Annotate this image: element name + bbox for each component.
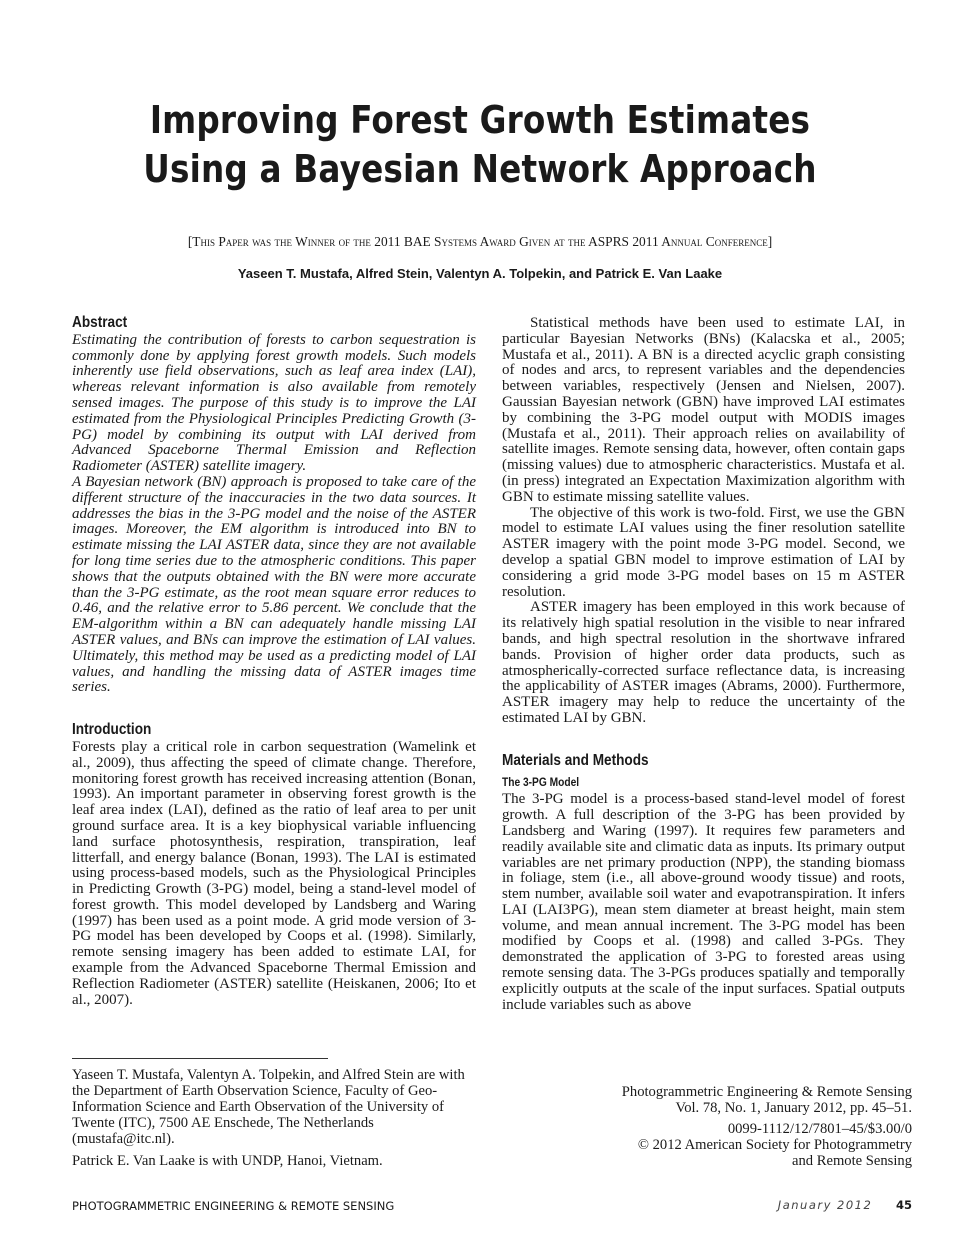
introduction-heading: Introduction (72, 721, 152, 739)
body-paragraph-2: The objective of this work is two-fold. First, we use the GBN model to estimate LAI values using the finer resolution satellite ASTER imagery with the point mode 3-PG model. Second, we develop a spatial GBN model to improve estimation of LAI by considering a grid mode 3-PG model bases on 15 m ASTER resolution. (502, 504, 905, 600)
model-subheading: The 3-PG Model (502, 774, 580, 789)
footer-date: January 2012 (777, 1198, 873, 1212)
right-column (502, 316, 905, 1013)
page-number: 45 (895, 1198, 912, 1212)
journal-info-line-3: 0099-1112/12/7801–45/$3.00/0 (727, 1121, 912, 1137)
footer-journal-name: PHOTOGRAMMETRIC ENGINEERING & REMOTE SENSING (72, 1199, 395, 1213)
left-column (72, 315, 476, 1008)
abstract-heading: Abstract (72, 314, 128, 331)
author-list: Yaseen T. Mustafa, Alfred Stein, Valentyn A. Tolpekin, and Patrick E. Van Laake (237, 266, 723, 281)
journal-info-line-1: Photogrammetric Engineering & Remote Sensing (621, 1084, 912, 1100)
award-note: [This Paper was the Winner of the 2011 BAE Systems Award Given at the ASPRS 2011 Annual Conference] (187, 234, 773, 249)
title-line-2: Using a Bayesian Network Approach (143, 147, 817, 191)
footnote-divider (72, 1058, 328, 1059)
paper-title (119, 96, 841, 194)
abstract-paragraph-1: Estimating the contribution of forests to carbon sequestration is commonly done by applying forest growth models. Such models inherently use field observations, such as leaf area index (LAI), whereas relevant information is also available from remotely sensed images. The purpose of this study is to improve the LAI estimated from the Physiological Principles Predicting Growth (3-PG) model by combining its output with LAI derived from Advanced Spaceborne Thermal Emission and Reflection Radiometer (ASTER) satellite imagery. (72, 331, 476, 475)
methods-paragraph-1: The 3-PG model is a process-based stand-level model of forest growth. A full description of the 3-PG has been provided by Landsberg and Waring (1997). It requires few parameters and readily available site and climatic data as inputs. Its primary output variables are net primary production (NPP), the standing biomass in foliage, stem (i.e., all above-ground woody tissue) and roots, stem number, available soil water and evapotranspiration. It infers LAI (LAI3PG), mean stem diameter at breast height, main stem volume, and mean annual increment. The 3-PG model has been modified by Coops et al. (1998) and called 3-PGs. They demonstrated the application of 3-PG to forested areas using remote sensing data. The 3-PGs produces spatially and temporally explicitly outputs at the scale of the input surfaces. Spatial outputs include variables such as above (502, 791, 905, 1013)
footer-right (778, 1198, 912, 1212)
body-paragraph-1: Statistical methods have been used to estimate LAI, in particular Bayesian Networks (BNs) (Kalacska et al., 2005; Mustafa et al., 2011). A BN is a directed acyclic graph consisting of nodes and arcs, to represent variables and the dependencies between variables, respectively (Jensen and Nielsen, 2007). Gaussian Bayesian network (GBN) have improved LAI estimates by combining the 3-PG model output with MODIS images (Mustafa et al., 2011). Their approach relies on availability of satellite images. Remote sensing data, however, often contain gaps (missing values) due to atmospheric characteristics. Mustafa et al. (in press) integrated an Expectation Maximization algorithm with GBN to estimate missing satellite values. (502, 315, 905, 505)
journal-info (502, 1084, 912, 1169)
affiliation-text: Yaseen T. Mustafa, Valentyn A. Tolpekin, and Alfred Stein are with the Department of Earth Observation Science, Faculty of Geo-Information Science and Earth Observation of the University of Twente (ITC), 7500 AE Enschede, The Netherlands (mustafa@itc.nl). (72, 1067, 465, 1147)
introduction-paragraph-1: Forests play a critical role in carbon sequestration (Wamelink et al., 2009), thus affecting the speed of climate change. Therefore, monitoring forest growth has received increasing attention (Bonan, 1993). An important parameter in observing forest growth is the leaf area index (LAI), defined as the ratio of leaf area to per unit ground surface area. It is a key biophysical variable influencing land surface photosynthesis, respiration, transpiration, leaf litterfall, and energy balance (Bonan, 1993). The LAI is estimated using process-based models, such as the Physiological Principles in Predicting Growth (3-PG) model, being a stand-level model of forest growth. This model developed by Landsberg and Waring (1997) has been used as a point mode. A grid mode version of 3-PG model has been developed by Coops et al. (1998). Similarly, remote sensing imagery has been added to estimate LAI, for example from the Advanced Spaceborne Thermal Emission and Reflection Radiometer (ASTER) satellite (Heiskanen, 2006; Ito et al., 2007). (72, 738, 476, 1008)
journal-info-line-4: © 2012 American Society for Photogrammetry (637, 1137, 912, 1153)
journal-info-line-2: Vol. 78, No. 1, January 2012, pp. 45–51. (675, 1100, 912, 1116)
affiliation-text-2: Patrick E. Van Laake is with UNDP, Hanoi, Vietnam. (72, 1153, 383, 1169)
abstract-paragraph-2: A Bayesian network (BN) approach is proposed to take care of the different structure of the inaccuracies in the two data sources. It addresses the bias in the 3-PG model and the noise of the ASTER images. Moreover, the EM algorithm is introduced into BN to estimate missing the LAI ASTER data, since they are not available for long time series due to the atmospheric conditions. This paper shows that the outputs obtained with the BN were more accurate than the 3-PG estimate, as the root mean square error reduces to 0.46, and the relative error to 5.86 percent. We conclude that the EM-algorithm within a BN can adequately handle missing LAI ASTER values, and BNs can improve the estimation of LAI values. Ultimately, this method may be used as a predicting model of LAI values, and handling the missing data of ASTER images time series. (72, 473, 476, 696)
title-line-1: Improving Forest Growth Estimates (149, 98, 811, 142)
affiliation-footnote (72, 1067, 476, 1169)
body-paragraph-3: ASTER imagery has been employed in this work because of its relatively high spatial resolution in the visible to near infrared bands, and high spectral resolution in the shortwave infrared bands. Provision of higher order data products, such as atmospherically-corrected surface reflectance data, is increasing the applicability of ASTER images (Abrams, 2000). Furthermore, ASTER imagery may help to reduce the uncertainty of the estimated LAI by GBN. (502, 599, 905, 726)
journal-info-line-5: and Remote Sensing (792, 1153, 912, 1169)
methods-heading: Materials and Methods (502, 751, 649, 769)
